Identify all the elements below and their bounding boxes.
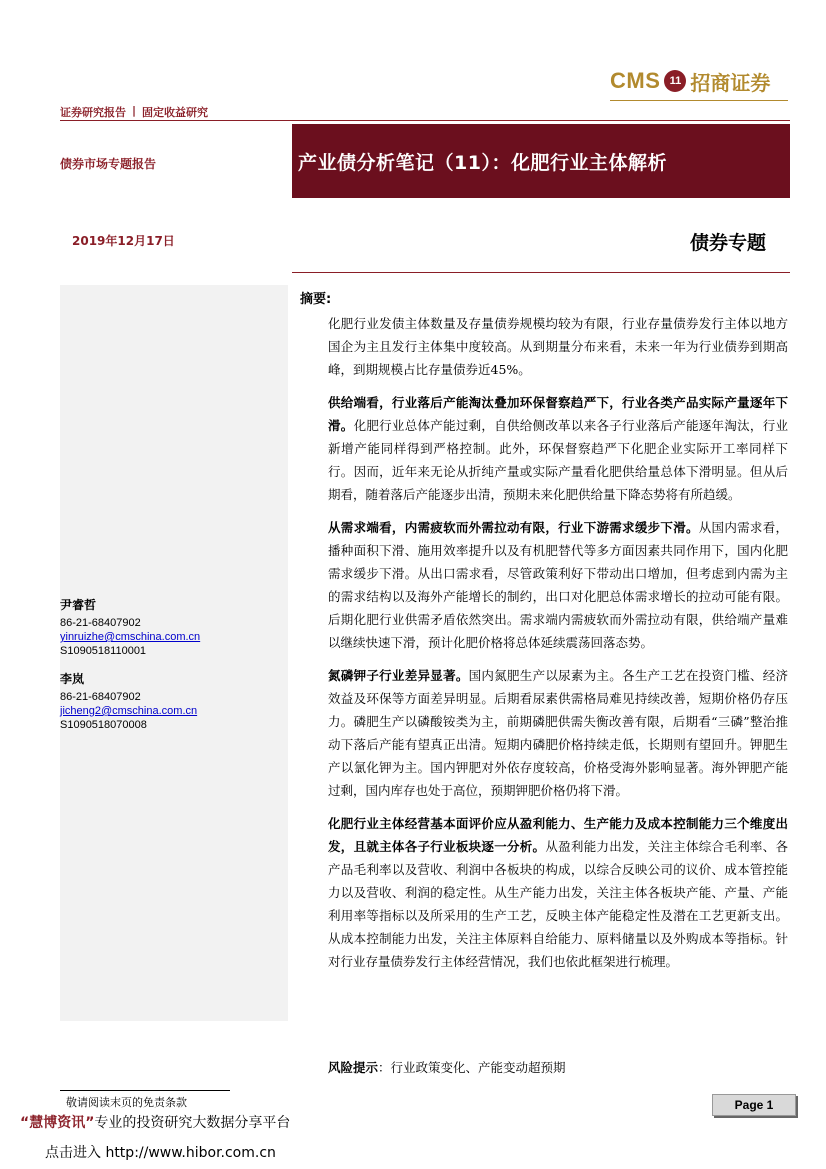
logo-cms-text: CMS	[610, 68, 661, 93]
analyst-card	[60, 672, 197, 732]
risk-note	[328, 1058, 566, 1076]
abstract-paragraph	[328, 391, 788, 506]
abstract-paragraph	[328, 516, 788, 654]
report-date: 2019年12月17日	[72, 234, 175, 248]
analyst-email-link[interactable]: yinruizhe@cmschina.com.cn	[60, 631, 201, 643]
paragraph-text: 化肥行业发债主体数量及存量债券规模均较为有限，行业存量债券发行主体以地方国企为主且发行主体集中度较高。从到期量分布来看，未来一年为行业债券到期高峰，到期规模占比存量债券近45%。	[328, 316, 788, 377]
paragraph-text: 化肥行业总体产能过剩，自供给侧改革以来各子行业落后产能逐年淘汰，行业新增产能同样得到严格控制。此外，环保督察趋严下化肥企业实际开工率同样下行。因而，近年来无论从折纯产量或实际产量看化肥供给量总体下滑明显。但从后期看，随着落后产能逐步出清，预期未来化肥供给量下降态势将有所趋缓。	[328, 418, 788, 502]
report-category: 债券市场专题报告	[60, 157, 157, 171]
breadcrumb	[60, 104, 208, 120]
abstract-paragraph	[328, 812, 788, 973]
logo-underline	[610, 100, 788, 101]
paragraph-text: 从国内需求看，播种面积下滑、施用效率提升以及有机肥替代等多方面因素共同作用下，国内化肥需求缓步下滑。从出口需求看，尽管政策利好下带动出口增加，但考虑到内需为主的需求结构以及海外产能增长的制约，出口对化肥总体需求增长的拉动可能有限。后期化肥行业供需矛盾依然突出。需求端内需疲软而外需拉动有限，供给端产量难以继续快速下滑，预计化肥价格将总体延续震荡回落态势。	[328, 520, 788, 650]
analyst-phone: 86-21-68407902	[60, 617, 141, 629]
abstract-paragraph	[328, 664, 788, 802]
abstract-body	[328, 312, 788, 983]
analyst-license: S1090518070008	[60, 719, 147, 731]
title-divider	[292, 272, 790, 273]
cms-logo	[610, 64, 790, 98]
analyst-email-link[interactable]: jicheng2@cmschina.com.cn	[60, 705, 198, 717]
title-banner	[292, 124, 790, 198]
paragraph-lead: 从需求端看，内需疲软而外需拉动有限，行业下游需求缓步下滑。	[328, 520, 699, 535]
report-type: 债券专题	[690, 232, 767, 254]
promo-banner	[20, 1112, 290, 1132]
promo-text: 专业的投资研究大数据分享平台	[94, 1115, 291, 1131]
logo-cn-text: 招商证券	[690, 70, 771, 95]
analyst-name: 李岚	[60, 672, 85, 686]
abstract-label: 摘要:	[300, 292, 332, 307]
page-title: 产业债分析笔记（11）：化肥行业主体解析	[298, 151, 667, 174]
analyst-phone: 86-21-68407902	[60, 691, 141, 703]
logo-badge-icon: 11	[664, 70, 686, 92]
paragraph-text: 国内氮肥生产以尿素为主。各生产工艺在投资门槛、经济效益及环保等方面差异明显。后期看尿素供需格局难见持续改善，短期价格仍存压力。磷肥生产以磷酸铵类为主，前期磷肥供需失衡改善有限，后期看“三磷”整治推动下落后产能有望真正出清。短期内磷肥价格持续走低，长期则有望回升。钾肥生产以氯化钾为主。国内钾肥对外依存度较高，价格受海外影响显著。海外钾肥产能过剩，国内库存也处于高位，预期钾肥价格仍将下滑。	[328, 668, 788, 798]
analyst-name: 尹睿哲	[60, 598, 97, 612]
risk-label: 风险提示	[328, 1060, 379, 1075]
paragraph-lead: 氮磷钾子行业差异显著。	[328, 668, 469, 683]
paragraph-lead: 供给端看，行业落后产能淘汰叠加环保督察趋严下，行业各类产品实际产量逐年下滑。	[328, 395, 788, 433]
analyst-license: S1090518110001	[60, 645, 147, 657]
promo-link[interactable]: 点击进入 http://www.hibor.com.cn	[45, 1145, 276, 1161]
paragraph-text: 从盈利能力出发，关注主体综合毛利率、各产品毛利率以及营收、利润中各板块的构成，以综合反映公司的议价、成本管控能力以及营收、利润的稳定性。从生产能力出发，关注主体各板块产能、产量、产能利用率等指标以及所采用的生产工艺，反映主体产能稳定性及潜在工艺更新支出。从成本控制能力出发，关注主体原料自给能力、原料储量以及外购成本等指标。针对行业存量债券发行主体经营情况，我们也依此框架进行梳理。	[328, 839, 788, 969]
breadcrumb-separator: |	[132, 104, 137, 117]
disclaimer-note: 敬请阅读末页的免责条款	[66, 1096, 187, 1109]
risk-colon: ：	[378, 1060, 391, 1075]
promo-brand: “慧博资讯”	[20, 1115, 95, 1131]
footer-divider	[60, 1090, 230, 1091]
breadcrumb-item-fixed-income: 固定收益研究	[142, 106, 209, 119]
risk-text: 行业政策变化、产能变动超预期	[390, 1060, 566, 1075]
header-divider	[60, 120, 790, 121]
paragraph-lead: 化肥行业主体经营基本面评价应从盈利能力、生产能力及成本控制能力三个维度出发，且就主体各子行业板块逐一分析。	[328, 816, 788, 854]
abstract-paragraph	[328, 312, 788, 381]
analyst-card	[60, 598, 200, 658]
breadcrumb-item-research: 证券研究报告	[60, 106, 126, 119]
page-number: Page 1	[712, 1094, 796, 1116]
